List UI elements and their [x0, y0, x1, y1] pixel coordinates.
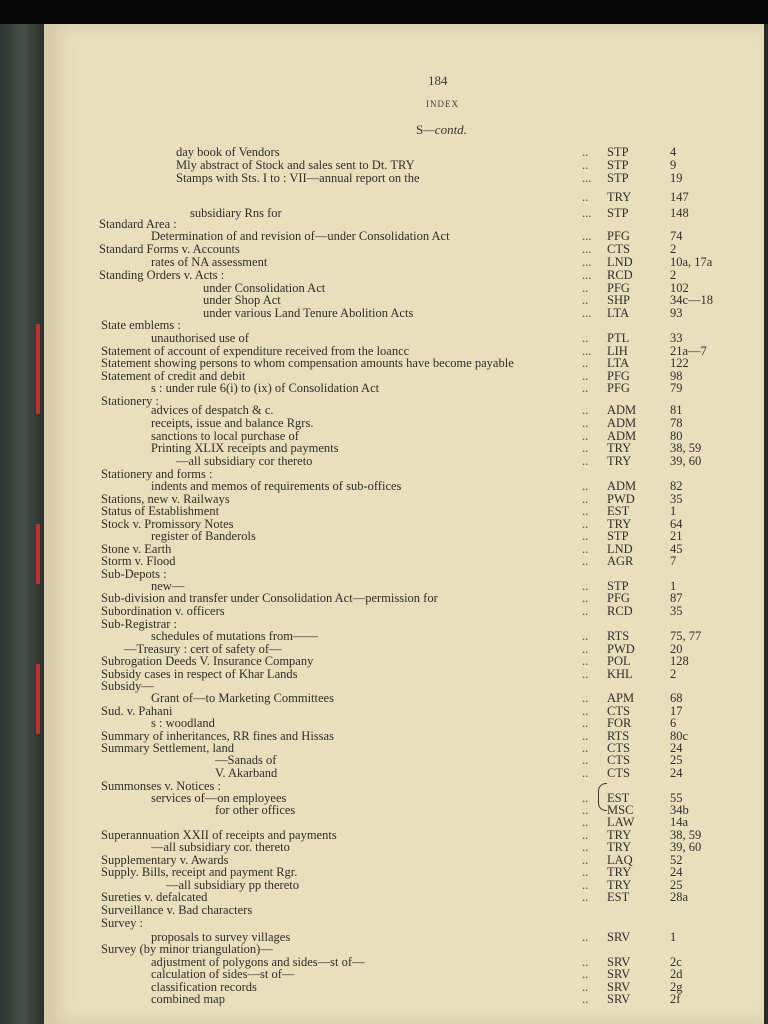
entry-code: RCD — [607, 604, 633, 618]
leader-dots: ... — [582, 171, 592, 185]
entry-term: —Treasury : cert of safety of— — [124, 642, 282, 656]
entry-term: classification records — [151, 980, 257, 994]
entry-term: Statement of credit and debit — [101, 369, 246, 383]
entry-code: EST — [607, 504, 630, 518]
entry-code: TRY — [607, 441, 632, 455]
entry-code: LND — [607, 542, 633, 556]
entry-term: Status of Establishment — [101, 504, 220, 518]
index-entry — [46, 766, 764, 780]
entry-reference: 10a, 17a — [670, 255, 713, 269]
entry-term: services of—on employees — [151, 791, 287, 805]
entry-reference: 78 — [670, 416, 683, 430]
entry-reference: 20 — [670, 642, 683, 656]
entry-term: —all subsidiary cor. thereto — [151, 840, 290, 854]
entry-reference: 98 — [670, 369, 683, 383]
entry-code: TRY — [607, 840, 632, 854]
index-entry — [46, 158, 764, 172]
index-entry — [46, 255, 764, 269]
entry-code: ADM — [607, 429, 637, 443]
leader-dots: .. — [582, 579, 589, 593]
entry-code: TRY — [607, 878, 632, 892]
index-entry — [46, 903, 764, 917]
entry-code: TRY — [607, 517, 632, 531]
entry-term: register of Banderols — [151, 529, 256, 543]
leader-dots: .. — [582, 604, 589, 618]
entry-code: STP — [607, 158, 629, 172]
index-entry — [46, 591, 764, 605]
entry-code: SRV — [607, 967, 631, 981]
entry-term: Printing XLIX receipts and payments — [151, 441, 339, 455]
leader-dots: .. — [582, 654, 589, 668]
entry-term: Superannuation XXII of receipts and payments — [101, 828, 337, 842]
entry-term: Sub-Registrar : — [101, 617, 178, 631]
entry-term: —Sanads of — [215, 753, 277, 767]
entry-code: CTS — [607, 753, 630, 767]
entry-code: EST — [607, 791, 630, 805]
index-entry — [46, 554, 764, 568]
index-entry — [46, 356, 764, 370]
entry-code: LTA — [607, 356, 630, 370]
entry-term: rates of NA assessment — [151, 255, 268, 269]
entry-code: SRV — [607, 955, 631, 969]
entry-term: Standard Area : — [99, 217, 177, 231]
entry-reference: 55 — [670, 791, 683, 805]
entry-term: Statement of account of expenditure received from the loancc — [101, 344, 410, 358]
index-entry — [46, 293, 764, 307]
index-entry — [46, 992, 764, 1006]
spine-red-mark — [36, 664, 40, 734]
entry-term: State emblems : — [101, 318, 181, 332]
entry-term: unauthorised use of — [151, 331, 249, 345]
entry-reference: 38, 59 — [670, 441, 702, 455]
index-entry — [46, 942, 764, 956]
entry-reference: 81 — [670, 403, 683, 417]
entry-reference: 2c — [670, 955, 682, 969]
entry-term: day book of Vendors — [176, 145, 280, 159]
entry-reference: 147 — [670, 190, 689, 204]
spine-red-mark — [36, 324, 40, 414]
index-entry — [46, 716, 764, 730]
entry-code: STP — [607, 145, 629, 159]
entry-term: receipts, issue and balance Rgrs. — [151, 416, 314, 430]
leader-dots: ... — [582, 306, 592, 320]
entry-code: CTS — [607, 242, 630, 256]
index-entry — [46, 691, 764, 705]
index-entry — [46, 840, 764, 854]
entry-code: MSC — [607, 803, 634, 817]
leader-dots: ... — [582, 268, 592, 282]
leader-dots: .. — [582, 356, 589, 370]
entry-code: LND — [607, 255, 633, 269]
leader-dots: .. — [582, 441, 589, 455]
leader-dots: ... — [582, 206, 592, 220]
leader-dots: .. — [582, 331, 589, 345]
entry-code: POL — [607, 654, 631, 668]
entry-term: under Shop Act — [203, 293, 281, 307]
entry-reference: 122 — [670, 356, 689, 370]
leader-dots: .. — [582, 878, 589, 892]
spine-red-mark — [36, 524, 40, 584]
entry-term: Standard Forms v. Accounts — [99, 242, 240, 256]
entry-term: —all subsidiary pp thereto — [166, 878, 299, 892]
leader-dots: .. — [582, 454, 589, 468]
entry-reference: 2d — [670, 967, 683, 981]
entry-reference: 7 — [670, 554, 677, 568]
leader-dots: .. — [582, 517, 589, 531]
index-entry — [46, 815, 764, 829]
entry-reference: 24 — [670, 865, 683, 879]
entry-reference: 24 — [670, 741, 683, 755]
index-entry — [46, 629, 764, 643]
entry-code: TRY — [607, 865, 632, 879]
leader-dots: .. — [582, 803, 589, 817]
entry-reference: 1 — [670, 504, 677, 518]
leader-dots: .. — [582, 479, 589, 493]
entry-term: Determination of and revision of—under Consolidation Act — [151, 229, 450, 243]
leader-dots: ... — [582, 242, 592, 256]
entry-term: Sureties v. defalcated — [101, 890, 208, 904]
entry-reference: 148 — [670, 206, 689, 220]
entry-term: Subordination v. officers — [101, 604, 225, 618]
leader-dots: .. — [582, 542, 589, 556]
index-entry — [46, 504, 764, 518]
index-entry — [46, 145, 764, 159]
leader-dots: .. — [582, 293, 589, 307]
entry-reference: 2 — [670, 667, 677, 681]
entry-term: under various Land Tenure Abolition Acts — [203, 306, 414, 320]
entry-term: Sud. v. Pahani — [101, 704, 173, 718]
entry-reference: 128 — [670, 654, 689, 668]
entry-reference: 74 — [670, 229, 683, 243]
leader-dots: .. — [582, 967, 589, 981]
leader-dots: .. — [582, 815, 589, 829]
entry-code: LTA — [607, 306, 630, 320]
entry-code: PFG — [607, 229, 630, 243]
index-entry — [46, 416, 764, 430]
entry-term: combined map — [151, 992, 225, 1006]
entry-reference: 80c — [670, 729, 689, 743]
index-heading: INDEX — [426, 99, 459, 109]
entry-code: STP — [607, 171, 629, 185]
entry-term: Subrogation Deeds V. Insurance Company — [101, 654, 314, 668]
book-page — [44, 24, 764, 1024]
entry-term: Stock v. Promissory Notes — [101, 517, 234, 531]
index-entry — [46, 171, 764, 185]
entry-code: RCD — [607, 268, 633, 282]
entry-term: Supplementary v. Awards — [101, 853, 229, 867]
leader-dots: .. — [582, 642, 589, 656]
entry-reference: 2g — [670, 980, 683, 994]
entry-reference: 39, 60 — [670, 454, 702, 468]
entry-reference: 82 — [670, 479, 683, 493]
entry-term: advices of despatch & c. — [151, 403, 274, 417]
entry-code: APM — [607, 691, 635, 705]
entry-reference: 25 — [670, 753, 683, 767]
leader-dots: .. — [582, 145, 589, 159]
entry-reference: 102 — [670, 281, 689, 295]
leader-dots: .. — [582, 930, 589, 944]
entry-reference: 75, 77 — [670, 629, 702, 643]
leader-dots: .. — [582, 158, 589, 172]
leader-dots: .. — [582, 504, 589, 518]
entry-reference: 25 — [670, 878, 683, 892]
entry-term: Stationery : — [101, 394, 159, 408]
entry-reference: 35 — [670, 492, 683, 506]
entry-code: TRY — [607, 454, 632, 468]
leader-dots: .. — [582, 853, 589, 867]
entry-term: sanctions to local purchase of — [151, 429, 299, 443]
entry-term: for other offices — [215, 803, 296, 817]
leader-dots: .. — [582, 890, 589, 904]
entry-reference: 21 — [670, 529, 683, 543]
entry-term: new— — [151, 579, 185, 593]
index-entry — [46, 604, 764, 618]
leader-dots: .. — [582, 766, 589, 780]
leader-dots: ... — [582, 229, 592, 243]
entry-reference: 38, 59 — [670, 828, 702, 842]
leader-dots: .. — [582, 955, 589, 969]
entry-reference: 2f — [670, 992, 681, 1006]
section-heading — [416, 122, 467, 138]
leader-dots: ... — [582, 255, 592, 269]
entry-term: under Consolidation Act — [203, 281, 326, 295]
index-entry — [46, 268, 764, 282]
entry-code: SRV — [607, 992, 631, 1006]
book-spine — [0, 24, 44, 1024]
leader-dots: .. — [582, 691, 589, 705]
leader-dots: .. — [582, 791, 589, 805]
entry-reference: 80 — [670, 429, 683, 443]
entry-term: s : under rule 6(i) to (ix) of Consolidation Act — [151, 381, 380, 395]
entry-code: FOR — [607, 716, 632, 730]
entry-code: CTS — [607, 766, 630, 780]
entry-term: subsidiary Rns for — [190, 206, 282, 220]
entry-code: ADM — [607, 403, 637, 417]
index-entry — [46, 916, 764, 930]
entry-term: Sub-division and transfer under Consolidation Act—permission for — [101, 591, 438, 605]
entry-term: Storm v. Flood — [101, 554, 176, 568]
entry-code: PFG — [607, 369, 630, 383]
entry-reference: 33 — [670, 331, 683, 345]
entry-term: proposals to survey villages — [151, 930, 291, 944]
leader-dots: .. — [582, 667, 589, 681]
entry-reference: 6 — [670, 716, 677, 730]
entry-term: Summary of inheritances, RR fines and Hissas — [101, 729, 334, 743]
entry-reference: 68 — [670, 691, 683, 705]
leader-dots: .. — [582, 554, 589, 568]
entry-reference: 52 — [670, 853, 683, 867]
entry-code: LIH — [607, 344, 628, 358]
entry-term: Mly abstract of Stock and sales sent to Dt. TRY — [176, 158, 415, 172]
leader-dots: .. — [582, 840, 589, 854]
entry-code: PWD — [607, 642, 635, 656]
leader-dots: .. — [582, 992, 589, 1006]
entry-term: Survey (by minor triangulation)— — [101, 942, 273, 956]
entry-reference: 79 — [670, 381, 683, 395]
entry-code: STP — [607, 579, 629, 593]
entry-term: Grant of—to Marketing Committees — [151, 691, 334, 705]
entry-term: Surveillance v. Bad characters — [101, 903, 253, 917]
leader-dots: .. — [582, 591, 589, 605]
section-contd: —contd. — [423, 122, 467, 137]
leader-dots: .. — [582, 716, 589, 730]
entry-reference: 45 — [670, 542, 683, 556]
entry-code: EST — [607, 890, 630, 904]
entry-term: Stamps with Sts. I to : VII—annual report on the — [176, 171, 420, 185]
entry-term: Standing Orders v. Acts : — [99, 268, 225, 282]
index-entry — [46, 381, 764, 395]
entry-term: Supply. Bills, receipt and payment Rgr. — [101, 865, 298, 879]
entry-code: RTS — [607, 629, 630, 643]
leader-dots: .. — [582, 980, 589, 994]
entry-reference: 21a—7 — [670, 344, 707, 358]
index-entry — [46, 190, 764, 204]
entry-code: AGR — [607, 554, 634, 568]
entry-reference: 34b — [670, 803, 689, 817]
entry-code: RTS — [607, 729, 630, 743]
entry-reference: 93 — [670, 306, 683, 320]
entry-reference: 28a — [670, 890, 689, 904]
entry-term: Summonses v. Notices : — [101, 779, 222, 793]
entry-code: CTS — [607, 704, 630, 718]
index-entry — [46, 318, 764, 332]
entry-code: SRV — [607, 980, 631, 994]
entry-reference: 4 — [670, 145, 677, 159]
entry-code: PFG — [607, 381, 630, 395]
leader-dots: .. — [582, 403, 589, 417]
leader-dots: .. — [582, 529, 589, 543]
entry-code: ADM — [607, 416, 637, 430]
index-entry — [46, 331, 764, 345]
entry-reference: 14a — [670, 815, 689, 829]
leader-dots: .. — [582, 190, 589, 204]
index-entry — [46, 242, 764, 256]
leader-dots: .. — [582, 865, 589, 879]
leader-dots: .. — [582, 629, 589, 643]
entry-code: PTL — [607, 331, 630, 345]
entry-reference: 34c—18 — [670, 293, 714, 307]
entry-code: PFG — [607, 591, 630, 605]
leader-dots: .. — [582, 753, 589, 767]
entry-code: TRY — [607, 828, 632, 842]
entry-reference: 19 — [670, 171, 683, 185]
entry-term: adjustment of polygons and sides—st of— — [151, 955, 365, 969]
entry-reference: 64 — [670, 517, 683, 531]
leader-dots: .. — [582, 741, 589, 755]
section-letter: S — [416, 122, 424, 137]
entry-code: TRY — [607, 190, 632, 204]
entry-code: SRV — [607, 930, 631, 944]
entry-code: LAQ — [607, 853, 633, 867]
leader-dots: .. — [582, 492, 589, 506]
index-entry — [46, 229, 764, 243]
leader-dots: ... — [582, 344, 592, 358]
photo-top-border — [0, 0, 768, 24]
entry-term: Subsidy— — [101, 679, 154, 693]
entry-code: PWD — [607, 492, 635, 506]
index-entry — [46, 403, 764, 417]
entry-code: CTS — [607, 741, 630, 755]
entry-term: V. Akarband — [215, 766, 278, 780]
leader-dots: .. — [582, 828, 589, 842]
entry-term: indents and memos of requirements of sub-offices — [151, 479, 402, 493]
entry-reference: 1 — [670, 579, 677, 593]
entry-term: schedules of mutations from—— — [151, 629, 318, 643]
leader-dots: .. — [582, 416, 589, 430]
leader-dots: .. — [582, 281, 589, 295]
entry-term: Stations, new v. Railways — [101, 492, 230, 506]
index-entry — [46, 654, 764, 668]
leader-dots: .. — [582, 729, 589, 743]
entry-reference: 87 — [670, 591, 683, 605]
entry-term: Survey : — [101, 916, 144, 930]
leader-dots: .. — [582, 369, 589, 383]
index-entry — [46, 890, 764, 904]
index-entry — [46, 529, 764, 543]
entry-term: Sub-Depots : — [101, 567, 167, 581]
entry-code: LAW — [607, 815, 635, 829]
entry-reference: 24 — [670, 766, 683, 780]
entry-code: STP — [607, 529, 629, 543]
entry-term: calculation of sides—st of— — [151, 967, 295, 981]
entry-term: —all subsidiary cor thereto — [176, 454, 313, 468]
entry-term: Statement showing persons to whom compensation amounts have become payable — [101, 356, 514, 370]
entry-reference: 1 — [670, 930, 677, 944]
entry-reference: 17 — [670, 704, 683, 718]
entry-term: Summary Settlement, land — [101, 741, 234, 755]
entry-term: Stationery and forms : — [101, 467, 213, 481]
entry-reference: 2 — [670, 268, 677, 282]
entry-term: s : woodland — [151, 716, 215, 730]
entry-term: Subsidy cases in respect of Khar Lands — [101, 667, 298, 681]
entry-reference: 9 — [670, 158, 677, 172]
entry-code: KHL — [607, 667, 633, 681]
leader-dots: .. — [582, 381, 589, 395]
entry-code: ADM — [607, 479, 637, 493]
index-entry — [46, 967, 764, 981]
leader-dots: .. — [582, 704, 589, 718]
index-entry — [46, 454, 764, 468]
index-entry — [46, 865, 764, 879]
page-number: 184 — [428, 73, 448, 88]
entry-reference: 2 — [670, 242, 677, 256]
index-entry — [46, 479, 764, 493]
entry-term: Stone v. Earth — [101, 542, 172, 556]
entry-reference: 39, 60 — [670, 840, 702, 854]
entry-code: STP — [607, 206, 629, 220]
leader-dots: .. — [582, 429, 589, 443]
index-entry — [46, 441, 764, 455]
entry-code: PFG — [607, 281, 630, 295]
entry-reference: 35 — [670, 604, 683, 618]
entry-code: SHP — [607, 293, 630, 307]
index-entry — [46, 753, 764, 767]
